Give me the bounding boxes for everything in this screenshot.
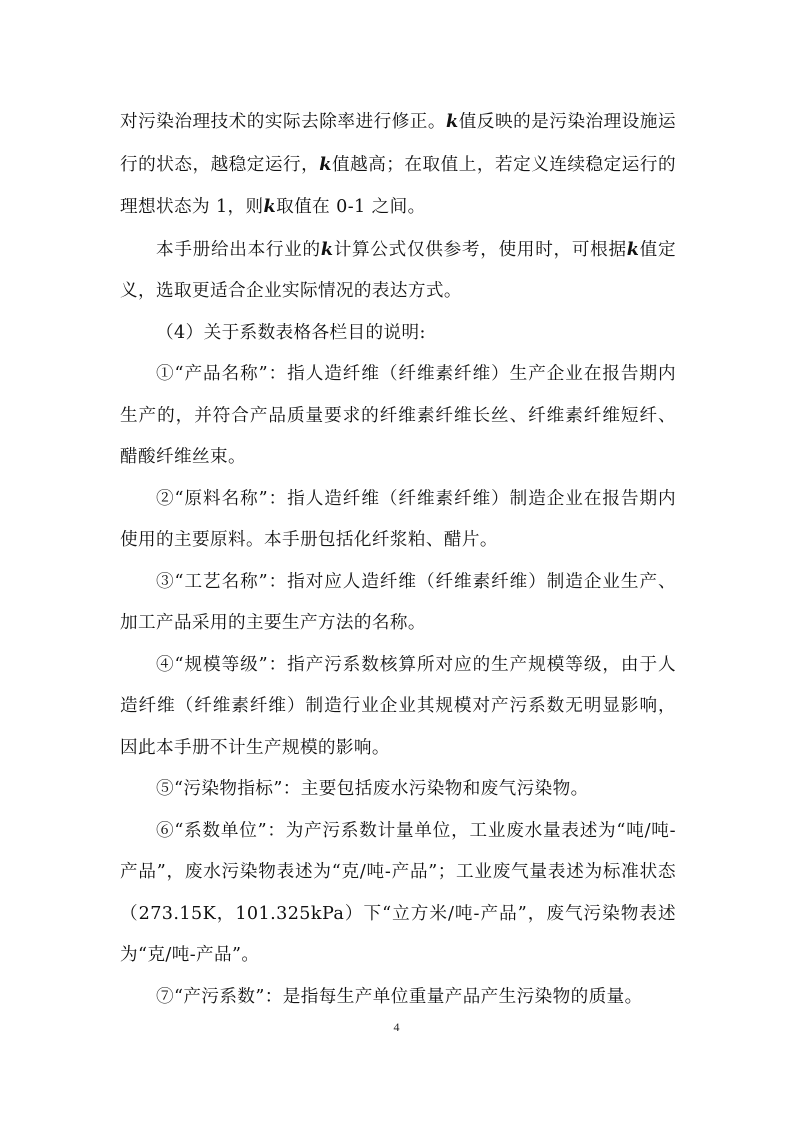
paragraph-scale-level: ④“规模等级”：指产污系数核算所对应的生产规模等级，由于人造纤维（纤维素纤维）制造行业企业其规模对产污系数无明显影响，因此本手册不计生产规模的影响。 — [120, 654, 676, 758]
text-segment: 计算公式仅供参考，使用时，可根据 — [333, 239, 627, 260]
k-symbol: k — [319, 153, 332, 175]
page-number: 4 — [393, 1020, 400, 1034]
text-segment: 值定义，选取更适合企业实际情况的表达方式。 — [120, 239, 676, 301]
text-segment: 本手册给出本行业的 — [156, 239, 321, 260]
text-segment: 对污染治理技术的实际去除率进行修正。 — [120, 112, 447, 132]
text-segment: 值越高；在取值上，若定义连续稳定运行的理想状态为 1，则 — [120, 154, 676, 217]
paragraph-pollution-coefficient: ⑦“产污系数”：是指每生产单位重量产品产生污染物的质量。 — [156, 986, 643, 1007]
paragraph-product-name: ①“产品名称”：指人造纤维（纤维素纤维）生产企业在报告期内生产的，并符合产品质量要求的纤维素纤维长丝、纤维素纤维短纤、醋酸纤维丝束。 — [120, 364, 676, 467]
k-symbol: k — [446, 111, 459, 132]
paragraph-pollutant-indicator: ⑤“污染物指标”：主要包括废水污染物和废气污染物。 — [156, 779, 589, 799]
k-symbol: k — [320, 238, 334, 260]
paragraph-k-formula-note — [120, 229, 676, 313]
paragraph-coefficient-unit: ⑥“系数单位”：为产污系数计量单位，工业废水量表述为“吨/吨-产品”，废水污染物表述为“克/吨-产品”；工业废气量表述为标准状态（273.15K，101.325kPa）下“立方米/吨-产品”，废气污染物表述为“克/吨-产品”。 — [120, 820, 676, 965]
document-body — [120, 101, 676, 1018]
section-heading-table-columns: （4）关于系数表格各栏目的说明: — [156, 322, 426, 343]
text-segment: 取值在 0-1 之间。 — [276, 197, 426, 217]
k-symbol: k — [626, 238, 640, 260]
paragraph-raw-material-name: ②“原料名称”：指人造纤维（纤维素纤维）制造企业在报告期内使用的主要原料。本手册包括化纤浆粕、醋片。 — [120, 488, 676, 550]
k-symbol: k — [263, 196, 277, 217]
paragraph-process-name: ③“工艺名称”：指对应人造纤维（纤维素纤维）制造企业生产、加工产品采用的主要生产方法的名称。 — [120, 571, 676, 633]
paragraph-k-value-definition — [120, 101, 676, 229]
text-segment: 值反映的是污染治理设施运行的状态，越稳定运行， — [120, 112, 676, 175]
